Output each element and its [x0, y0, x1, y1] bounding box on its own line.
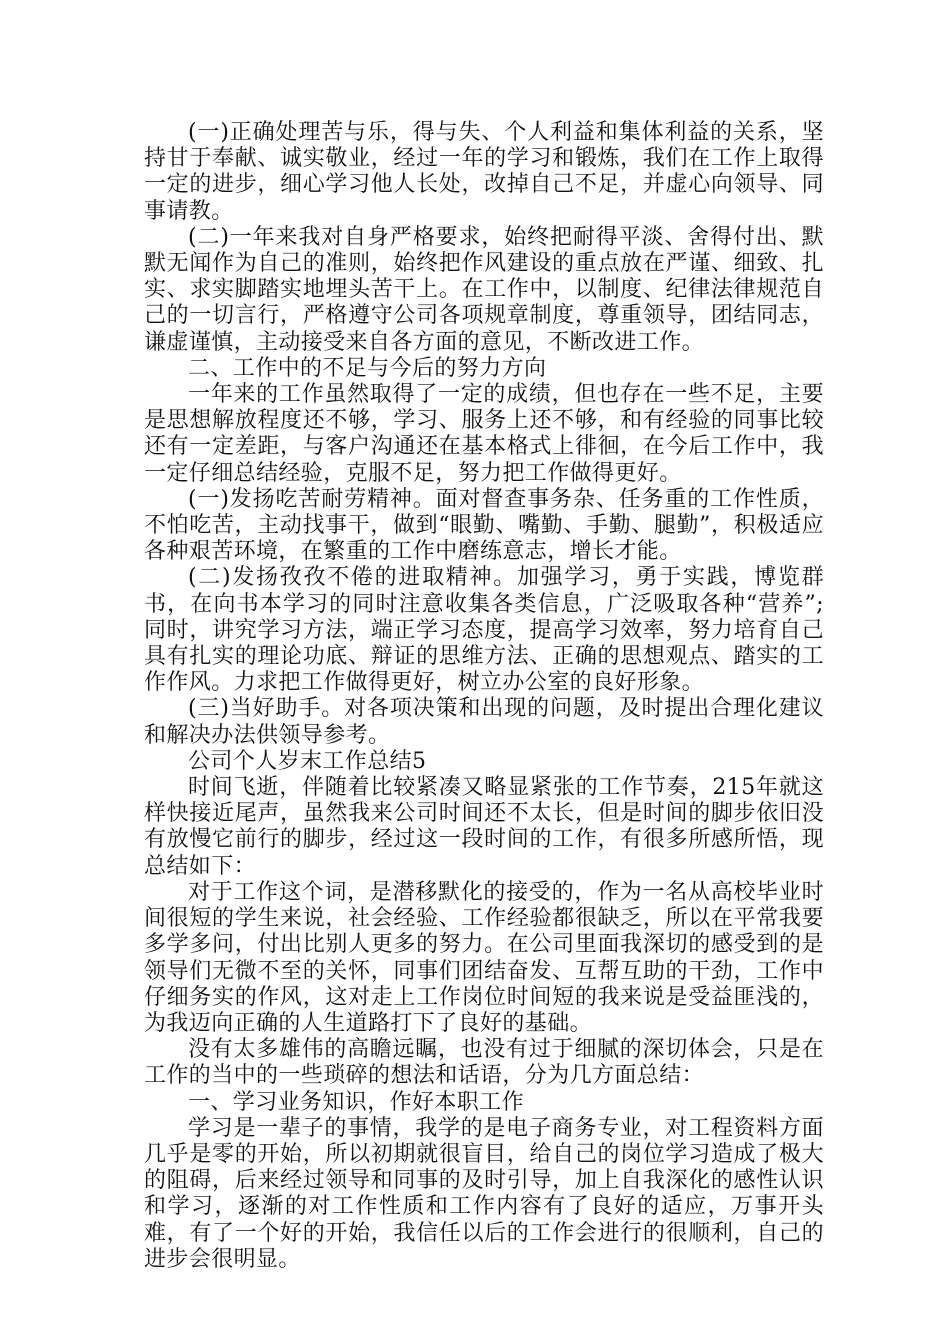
document-body: [144, 120, 824, 1273]
heading-learn-business: 一、学习业务知识，作好本职工作: [188, 1089, 525, 1115]
paragraph-shortcomings: 一年来的工作虽然取得了一定的成绩，但也存在一些不足，主要是思想解放程度还不够，学习、服务上还不够，和有经验的同事比较还有一定差距，与客户沟通还在基本格式上徘徊，在今后工作中，我一定仔细总结经验，克服不足，努力把工作做得更好。: [144, 382, 824, 486]
paragraph-section-1: (一)正确处理苦与乐，得与失、个人利益和集体利益的关系，坚持甘于奉献、诚实敬业，经过一年的学习和锻炼，我们在工作上取得一定的进步，细心学习他人长处，改掉自己不足，并虚心向领导、同事请教。: [144, 120, 824, 224]
paragraph-section-2: (二)一年来我对自身严格要求，始终把耐得平淡、舍得付出、默默无闻作为自己的准则，始终把作风建设的重点放在严谨、细致、扎实、求实脚踏实地埋头苦干上。在工作中，以制度、纪律法律规范自己的一切言行，严格遵守公司各项规章制度，尊重领导，团结同志，谦虚谨慎，主动接受来自各方面的意见，不断改进工作。: [144, 224, 824, 355]
paragraph-enterprising: (二)发扬孜孜不倦的进取精神。加强学习，勇于实践，博览群书，在向书本学习的同时注意收集各类信息，广泛吸取各种“营养”;同时，讲究学习方法，端正学习态度，提高学习效率，努力培育自己具有扎实的理论功底、辩证的思维方法、正确的思想观点、踏实的工作作风。力求把工作做得更好，树立办公室的良好形象。: [144, 565, 824, 696]
paragraph-hardworking: (一)发扬吃苦耐劳精神。面对督查事务杂、任务重的工作性质，不怕吃苦，主动找事干，做到“眼勤、嘴勤、手勤、腿勤”，积极适应各种艰苦环境，在繁重的工作中磨练意志，增长才能。: [144, 486, 824, 565]
paragraph-about-work: 对于工作这个词，是潜移默化的接受的，作为一名从高校毕业时间很短的学生来说，社会经验、工作经验都很缺乏，所以在平常我要多学多问，付出比别人更多的努力。在公司里面我深切的感受到的是领导们无微不至的关怀，同事们团结奋发、互帮互助的干劲，工作中仔细务实的作风，这对走上工作岗位时间短的我来说是受益匪浅的，为我迈向正确的人生道路打下了良好的基础。: [144, 879, 824, 1036]
paragraph-assistant: (三)当好助手。对各项决策和出现的问题，及时提出合理化建议和解决办法供领导参考。: [144, 696, 824, 748]
heading-shortcomings: 二、工作中的不足与今后的努力方向: [188, 355, 547, 381]
paragraph-time-flies: 时间飞逝，伴随着比较紧凑又略显紧张的工作节奏，215年就这样快接近尾声，虽然我来公司时间还不太长，但是时间的脚步依旧没有放慢它前行的脚步，经过这一段时间的工作，有很多所感所悟，现总结如下：: [144, 775, 824, 879]
paragraph-intro-aspects: 没有太多雄伟的高瞻远瞩，也没有过于细腻的深切体会，只是在工作的当中的一些琐碎的想法和话语，分为几方面总结：: [144, 1037, 824, 1089]
heading-summary-5: 公司个人岁末工作总结5: [188, 748, 427, 774]
paragraph-learning: 学习是一辈子的事情，我学的是电子商务专业，对工程资料方面几乎是零的开始，所以初期就很盲目，给自己的岗位学习造成了极大的阻碍，后来经过领导和同事的及时引导，加上自我深化的感性认识和学习，逐渐的对工作性质和工作内容有了良好的适应，万事开头难，有了一个好的开始，我信任以后的工作会进行的很顺利，自己的进步会很明显。: [144, 1115, 824, 1272]
